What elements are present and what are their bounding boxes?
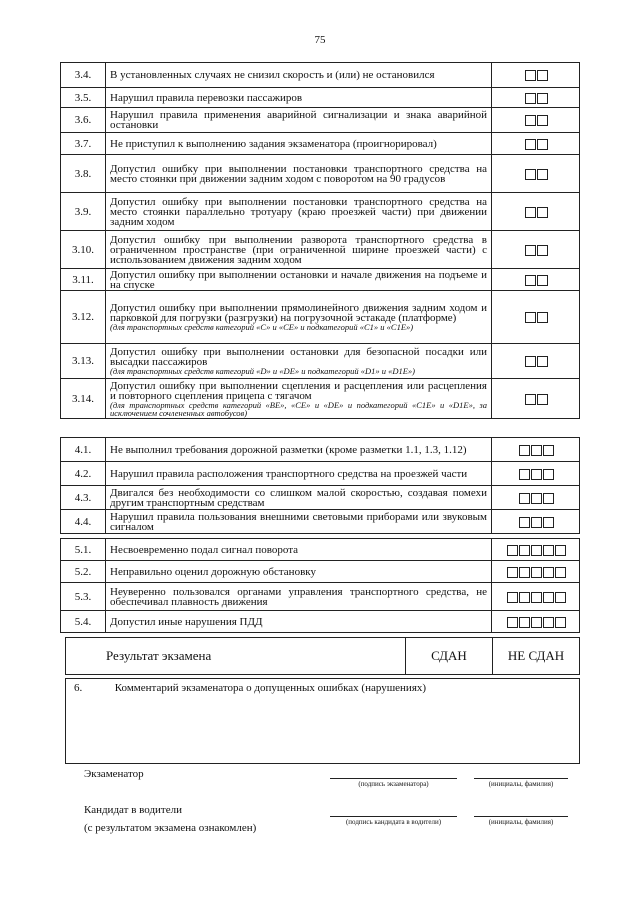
checkbox[interactable] (537, 356, 548, 367)
row-number: 3.7. (61, 133, 106, 155)
checkbox[interactable] (531, 567, 542, 578)
checkbox[interactable] (519, 545, 530, 556)
candidate-name-caption: (инициалы, фамилия) (488, 818, 554, 826)
checkbox-group (492, 611, 580, 633)
row-number: 3.4. (61, 63, 106, 88)
checkbox[interactable] (537, 93, 548, 104)
table-row (61, 561, 580, 583)
row-number: 5.2. (61, 561, 106, 583)
row-text-cell (106, 193, 492, 231)
table-row (61, 462, 580, 486)
checkbox[interactable] (543, 545, 554, 556)
row-text: Допустил ошибку при выполнении разворота транспортного средства в ограниченном пространстве (при ограниченной ширине проезжей части) с использованием движения задним ходом (110, 233, 487, 266)
checkbox[interactable] (531, 445, 542, 456)
checkbox[interactable] (537, 115, 548, 126)
checkbox[interactable] (537, 70, 548, 81)
row-number: 3.14. (61, 379, 106, 419)
row-text: Нарушил правила расположения транспортного средства на проезжей части (110, 467, 468, 480)
result-table (65, 637, 580, 675)
row-text-cell (106, 88, 492, 108)
checkbox[interactable] (537, 394, 548, 405)
row-text: Двигался без необходимости со слишком малой скоростью, создавая помехи другим транспортным средствам (110, 486, 487, 509)
checkbox[interactable] (519, 493, 530, 504)
row-text-cell (106, 611, 492, 633)
checkbox[interactable] (537, 139, 548, 150)
examiner-sign-line[interactable] (330, 778, 457, 779)
row-number: 3.8. (61, 155, 106, 193)
row-number: 4.1. (61, 438, 106, 462)
checkbox[interactable] (519, 445, 530, 456)
table-row (61, 379, 580, 419)
row-text: Допустил иные нарушения ПДД (110, 615, 263, 628)
checkbox[interactable] (537, 312, 548, 323)
examiner-label: Экзаменатор (84, 768, 144, 780)
checkbox[interactable] (525, 70, 536, 81)
checkbox[interactable] (507, 545, 518, 556)
row-text: Допустил ошибку при выполнении остановки и начале движения на подъеме и на спуске (110, 268, 487, 291)
section-3-table (60, 62, 580, 419)
checkbox[interactable] (525, 312, 536, 323)
checkbox[interactable] (525, 207, 536, 218)
checkbox[interactable] (555, 567, 566, 578)
examiner-name-caption: (инициалы, фамилия) (488, 780, 554, 788)
comment-cell[interactable] (66, 679, 580, 764)
row-text-cell (106, 379, 492, 419)
candidate-label: Кандидат в водители (84, 804, 182, 816)
checkbox[interactable] (543, 567, 554, 578)
table-row (61, 63, 580, 88)
section-4-table (60, 437, 580, 534)
row-text: Неправильно оценил дорожную обстановку (110, 565, 316, 578)
checkbox-group (492, 486, 580, 510)
row-text-cell (106, 63, 492, 88)
checkbox[interactable] (525, 115, 536, 126)
checkbox[interactable] (525, 93, 536, 104)
table-row (61, 510, 580, 534)
checkbox[interactable] (507, 592, 518, 603)
row-text: Нарушил правила пользования внешними световыми приборами или звуковым сигналом (110, 510, 487, 533)
checkbox-group (492, 63, 580, 88)
table-row (61, 88, 580, 108)
row-text-cell (106, 561, 492, 583)
row-text-cell (106, 486, 492, 510)
row-number: 4.3. (61, 486, 106, 510)
checkbox-group (492, 344, 580, 379)
row-number: 3.11. (61, 269, 106, 291)
checkbox[interactable] (543, 592, 554, 603)
checkbox[interactable] (507, 617, 518, 628)
row-text-cell (106, 462, 492, 486)
table-row (61, 486, 580, 510)
checkbox[interactable] (525, 356, 536, 367)
row-text-cell (106, 583, 492, 611)
table-row (61, 539, 580, 561)
checkbox[interactable] (543, 493, 554, 504)
checkbox[interactable] (543, 617, 554, 628)
row-number: 5.3. (61, 583, 106, 611)
checkbox[interactable] (555, 617, 566, 628)
row-number: 3.12. (61, 291, 106, 344)
checkbox[interactable] (555, 592, 566, 603)
row-note: (для транспортных средств категорий «ВЕ», «СЕ» и «DE» и подкатегорий «С1Е» и «D1E», за исключением сочлененных автобусов) (110, 399, 487, 418)
checkbox[interactable] (531, 493, 542, 504)
result-failed[interactable]: НЕ СДАН (493, 638, 580, 675)
row-text-cell (106, 291, 492, 344)
checkbox-group (492, 108, 580, 133)
row-number: 3.9. (61, 193, 106, 231)
row-text: Нарушил правила перевозки пассажиров (110, 91, 303, 104)
checkbox-group (492, 561, 580, 583)
row-text-cell (106, 133, 492, 155)
row-text: Допустил ошибку при выполнении постановки транспортного средства на место стоянки параллельно тротуару (краю проезжей части) при движении задним ходом (110, 195, 487, 228)
checkbox-group (492, 438, 580, 462)
table-row (61, 231, 580, 269)
table-row (61, 583, 580, 611)
row-text: В установленных случаях не снизил скорость и (или) не остановился (110, 69, 435, 81)
checkbox-group (492, 269, 580, 291)
row-text-cell (106, 108, 492, 133)
checkbox[interactable] (531, 517, 542, 528)
table-row (61, 611, 580, 633)
checkbox[interactable] (543, 517, 554, 528)
checkbox-group (492, 462, 580, 486)
row-number: 4.2. (61, 462, 106, 486)
checkbox-group (492, 510, 580, 534)
candidate-sign-line[interactable] (330, 816, 457, 817)
row-number: 3.13. (61, 344, 106, 379)
row-note: (для транспортных средств категорий «С» и «СЕ» и подкатегорий «С1» и «С1Е») (110, 322, 414, 332)
row-number: 3.5. (61, 88, 106, 108)
table-row (61, 344, 580, 379)
checkbox-group (492, 291, 580, 344)
table-row (61, 291, 580, 344)
checkbox-group (492, 155, 580, 193)
table-row (61, 269, 580, 291)
candidate-label-note: (с результатом экзамена ознакомлен) (84, 822, 257, 834)
checkbox[interactable] (519, 592, 530, 603)
row-text-cell (106, 155, 492, 193)
checkbox-group (492, 379, 580, 419)
comment-table (65, 678, 580, 764)
checkbox[interactable] (531, 545, 542, 556)
checkbox-group (492, 231, 580, 269)
page-number: 75 (314, 34, 326, 46)
checkbox[interactable] (525, 275, 536, 286)
row-text: Допустил ошибку при выполнении прямолинейного движения задним ходом и парковкой для погрузки (разгрузки) на погрузочной эстакаде (платформе) (110, 302, 487, 324)
checkbox[interactable] (525, 169, 536, 180)
candidate-sign-caption: (подпись кандидата в водители) (345, 818, 442, 826)
checkbox-group (492, 133, 580, 155)
checkbox[interactable] (537, 169, 548, 180)
row-number: 3.10. (61, 231, 106, 269)
result-passed[interactable]: СДАН (406, 638, 493, 675)
checkbox-group (492, 539, 580, 561)
checkbox[interactable] (519, 617, 530, 628)
row-text-cell (106, 539, 492, 561)
checkbox[interactable] (537, 275, 548, 286)
row-text-cell (106, 344, 492, 379)
row-text: Не приступил к выполнению задания экзаменатора (проигнорировал) (110, 137, 437, 150)
examiner-name-line[interactable] (474, 778, 568, 779)
checkbox[interactable] (519, 469, 530, 480)
checkbox[interactable] (555, 545, 566, 556)
row-text: Нарушил правила применения аварийной сигнализации и знака аварийной остановки (110, 109, 487, 131)
row-text-cell (106, 510, 492, 534)
table-row (61, 155, 580, 193)
comment-label: Комментарий экзаменатора о допущенных ошибках (нарушениях) (114, 682, 427, 694)
row-note: (для транспортных средств категорий «D» и «DE» и подкатегорий «D1» и «D1E») (110, 366, 415, 376)
row-text: Неуверенно пользовался органами управления транспортного средства, не обеспечивал плавность движения (110, 585, 487, 608)
checkbox[interactable] (537, 207, 548, 218)
checkbox[interactable] (519, 567, 530, 578)
row-number: 4.4. (61, 510, 106, 534)
checkbox-group (492, 583, 580, 611)
row-text: Несвоевременно подал сигнал поворота (110, 543, 299, 556)
row-number: 5.1. (61, 539, 106, 561)
checkbox[interactable] (531, 469, 542, 480)
checkbox[interactable] (537, 245, 548, 256)
table-row (61, 438, 580, 462)
candidate-name-line[interactable] (474, 816, 568, 817)
checkbox[interactable] (531, 617, 542, 628)
checkbox-group (492, 193, 580, 231)
row-number: 3.6. (61, 108, 106, 133)
result-label: Результат экзамена (66, 638, 406, 675)
row-text: Допустил ошибку при выполнении постановки транспортного средства на место стоянки при движении задним ходом с поворотом на 90 градусов (110, 162, 487, 185)
row-number: 5.4. (61, 611, 106, 633)
checkbox[interactable] (525, 139, 536, 150)
row-text-cell (106, 269, 492, 291)
table-row (61, 193, 580, 231)
table-row (61, 133, 580, 155)
checkbox[interactable] (543, 445, 554, 456)
row-text: Не выполнил требования дорожной разметки (кроме разметки 1.1, 1.3, 1.12) (110, 443, 467, 456)
examiner-sign-caption: (подпись экзаменатора) (358, 780, 429, 788)
row-text: Допустил ошибку при выполнении остановки для безопасной посадки или высадки пассажиров (110, 346, 487, 368)
checkbox[interactable] (531, 592, 542, 603)
checkbox[interactable] (519, 517, 530, 528)
checkbox[interactable] (525, 245, 536, 256)
checkbox[interactable] (543, 469, 554, 480)
comment-number: 6. (74, 682, 83, 694)
checkbox[interactable] (525, 394, 536, 405)
row-text: Допустил ошибку при выполнении сцепления и расцепления или расцепления и повторного сцепления прицепа с тягачом (110, 379, 487, 402)
row-text-cell (106, 231, 492, 269)
row-text-cell (106, 438, 492, 462)
checkbox[interactable] (507, 567, 518, 578)
section-5-table (60, 538, 580, 633)
table-row (61, 108, 580, 133)
checkbox-group (492, 88, 580, 108)
